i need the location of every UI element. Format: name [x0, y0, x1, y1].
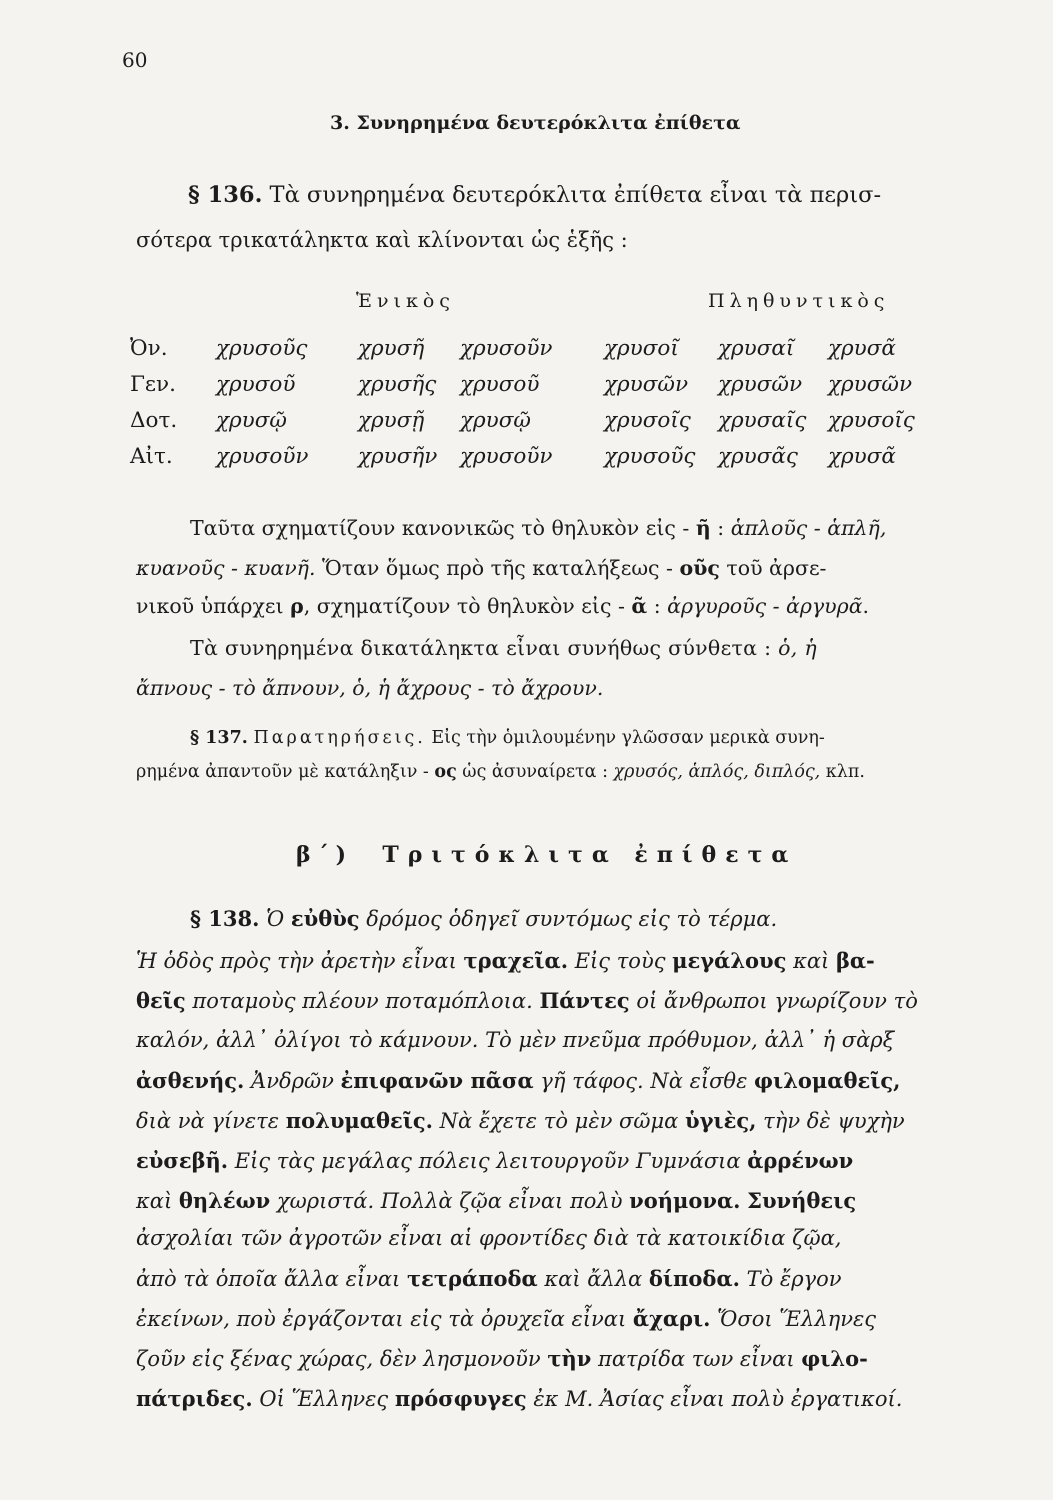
par138-line	[136, 988, 918, 1013]
par-a-line-3	[136, 594, 869, 618]
table-cell: χρυσῆν	[358, 444, 438, 469]
adjective-bold: νοήμονα.	[629, 1188, 741, 1213]
adjective-bold: ἀρρένων	[747, 1148, 854, 1173]
par-b-line-2: ἄπνους - τὸ ἄπνουν, ὁ, ἡ ἄχρους - τὸ ἄχρουν.	[136, 676, 604, 700]
header-plural: Πληθυντικὸς	[708, 290, 890, 312]
text: τοῦ ἀρσε-	[719, 556, 827, 580]
sentence-text: Ἡ ὁδὸς πρὸς τὴν ἀρετὴν εἶναι	[136, 949, 464, 973]
sentence-text: Νὰ ἔχετε τὸ μὲν σῶμα	[433, 1109, 685, 1133]
adjective-bold: ἀσθενής.	[136, 1068, 245, 1093]
table-cell: χρυσοῦν	[460, 336, 553, 361]
par138-line	[136, 1068, 901, 1093]
ending: ῆ	[695, 516, 711, 540]
table-cell: χρυσοῖ	[604, 336, 679, 361]
par138-line	[136, 1386, 902, 1411]
text: Εἰς τὴν ὁμιλουμένην γλῶσσαν μερικὰ συνη-	[425, 728, 825, 748]
ending: ος	[434, 762, 457, 782]
adjective-bold: πάτριδες.	[136, 1386, 253, 1411]
table-cell: χρυσοῦ	[216, 372, 296, 397]
text: Ταῦτα σχηματίζουν κανονικῶς τὸ θηλυκὸν εἰς -	[190, 516, 696, 540]
par138-line	[190, 906, 777, 931]
adjective-bold: τραχεῖα.	[463, 948, 569, 973]
sentence-text: πατρίδα των εἶναι	[591, 1347, 802, 1371]
sentence-text: ἀπὸ τὰ ὁποῖα ἄλλα εἶναι	[136, 1267, 407, 1291]
text: κλπ.	[820, 762, 865, 782]
par138-number: § 138.	[190, 906, 260, 931]
adjective-bold: Συνήθεις	[747, 1188, 857, 1213]
text: Ὅταν ὅμως πρὸ τῆς καταλήξεως -	[315, 556, 680, 580]
section-heading-beta	[296, 842, 797, 868]
par137-line-2	[136, 762, 865, 782]
adjective-bold: τετράποδα	[406, 1266, 538, 1291]
table-cell: χρυσῷ	[216, 408, 287, 433]
table-cell: χρυσῆς	[358, 372, 437, 397]
row-label: Δοτ.	[130, 408, 178, 433]
table-cell: χρυσᾶς	[718, 444, 798, 469]
par138-line	[136, 1266, 842, 1291]
text: .	[862, 594, 870, 618]
sentence-text: Ὁ	[259, 907, 291, 931]
sentence-text: οἱ ἄνθρωποι γνωρίζουν τὸ	[629, 989, 918, 1013]
header-singular: Ἑνικὸς	[356, 290, 455, 312]
letter: ρ	[290, 594, 304, 618]
adjective-bold: δίποδα.	[648, 1266, 740, 1291]
row-label: Αἰτ.	[130, 444, 173, 469]
par138-line	[136, 1028, 894, 1052]
example: ἀργυροῦς - ἀργυρᾶ	[667, 594, 863, 618]
par-b-line-1	[190, 636, 817, 660]
sentence-text: Ἀνδρῶν	[244, 1069, 341, 1093]
ending: ᾶ	[631, 594, 648, 618]
sentence-text: τὴν δὲ ψυχὴν	[756, 1109, 905, 1133]
par138-line	[136, 1306, 876, 1331]
section-heading-3: 3. Συνηρημένα δευτερόκλιτα ἐπίθετα	[330, 112, 741, 134]
table-cell: χρυσῇ	[358, 408, 425, 433]
adjective-bold: θηλέων	[178, 1188, 271, 1213]
adjective-bold: μεγάλους	[672, 948, 787, 973]
par138-line	[136, 1346, 868, 1371]
text: ρημένα ἀπαντοῦν μὲ κατάληξιν -	[136, 762, 435, 782]
table-cell: χρυσοῦ	[460, 372, 540, 397]
sentence-text: διὰ νὰ γίνετε	[136, 1109, 286, 1133]
adjective-bold: φιλο-	[801, 1346, 868, 1371]
sentence-text: Τὸ ἔργον	[739, 1267, 842, 1291]
row-label: Γεν.	[130, 372, 176, 397]
adjective-bold: ὑγιὲς,	[685, 1108, 757, 1133]
adjective-bold: πολυμαθεῖς.	[285, 1108, 433, 1133]
table-cell: χρυσῶν	[828, 372, 913, 397]
table-cell: χρυσαῖ	[718, 336, 795, 361]
sentence-text: καὶ ἄλλα	[537, 1267, 649, 1291]
table-cell: χρυσῆ	[358, 336, 425, 361]
sentence-text: Εἰς τὰς μεγάλας πόλεις λειτουργοῦν Γυμνάσια	[228, 1149, 748, 1173]
adjective-bold: βα-	[835, 948, 875, 973]
par137-title: Παρατηρήσεις.	[253, 728, 426, 748]
table-cell: χρυσοῖς	[604, 408, 691, 433]
par136-line-1	[188, 182, 881, 208]
example: κυανοῦς - κυανῆ.	[136, 556, 316, 580]
sentence-text: καλόν, ἀλλ᾿ ὀλίγοι τὸ κάμνουν. Τὸ μὲν πνεῦμα πρόθυμον, ἀλλ᾿ ἡ σὰρξ	[136, 1028, 895, 1052]
table-cell: χρυσοῦν	[216, 444, 309, 469]
ending: οῦς	[679, 556, 720, 580]
par138-line	[136, 948, 875, 973]
par-a-line-2	[136, 556, 827, 580]
text: , σχηματίζουν τὸ θηλυκὸν εἰς -	[303, 594, 632, 618]
table-cell: χρυσοῦς	[216, 336, 308, 361]
table-cell: χρυσοῖς	[828, 408, 915, 433]
example: ἁπλοῦς - ἁπλῆ,	[730, 516, 887, 540]
table-cell: χρυσᾶ	[828, 444, 896, 469]
text: νικοῦ ὑπάρχει	[136, 594, 291, 618]
text: Τὰ συνηρημένα δικατάληκτα εἶναι συνήθως σύνθετα :	[190, 636, 779, 660]
adjective-bold: εὐσεβῆ.	[136, 1148, 229, 1173]
sentence-text: ἀσχολίαι τῶν ἀγροτῶν εἶναι αἱ φροντίδες διὰ τὰ κατοικίδια ζῷα,	[136, 1226, 842, 1250]
adjective-bold: τὴν	[547, 1346, 592, 1371]
text: :	[710, 516, 731, 540]
sentence-text: Εἰς τοὺς	[568, 949, 673, 973]
sentence-text: ἐκ Μ. Ἀσίας εἶναι πολὺ ἐργατικοί.	[526, 1387, 903, 1411]
table-cell: χρυσαῖς	[718, 408, 807, 433]
adjective-bold: φιλομαθεῖς,	[754, 1068, 901, 1093]
sentence-text: καὶ	[136, 1189, 179, 1213]
par136-number: § 136.	[188, 182, 263, 208]
par137-line-1	[190, 728, 825, 748]
sentence-text: Οἱ Ἕλληνες	[252, 1387, 395, 1411]
sentence-text: ζοῦν εἰς ξένας χώρας, δὲν λησμονοῦν	[136, 1347, 548, 1371]
example: χρυσός, ἁπλός, διπλός,	[613, 762, 821, 782]
sentence-text: ἐκείνων, ποὺ ἐργάζονται εἰς τὰ ὀρυχεῖα εἶναι	[136, 1307, 633, 1331]
adjective-bold: Πάντες	[539, 988, 630, 1013]
par136-line-2: σότερα τρικατάληκτα καὶ κλίνονται ὡς ἑξῆς :	[136, 228, 628, 252]
heading-title: Τριτόκλιτα ἐπίθετα	[382, 842, 798, 868]
example: ὁ, ἡ	[778, 636, 817, 660]
sentence-text: ποταμοὺς πλέουν ποταμόπλοια.	[185, 989, 540, 1013]
par138-line	[136, 1188, 856, 1213]
par138-line	[136, 1148, 853, 1173]
sentence-text: χωριστά. Πολλὰ ζῷα εἶναι πολὺ	[270, 1189, 630, 1213]
par137-number: § 137.	[190, 728, 248, 748]
table-cell: χρυσῷ	[460, 408, 531, 433]
par136-text-1: Τὰ συνηρημένα δευτερόκλιτα ἐπίθετα εἶναι τὰ περισ-	[262, 182, 882, 208]
sentence-text: γῆ τάφος. Νὰ εἶσθε	[533, 1069, 755, 1093]
page-number: 60	[122, 48, 148, 72]
sentence-text: Ὅσοι Ἕλληνες	[710, 1307, 877, 1331]
adjective-bold: θεῖς	[136, 988, 186, 1013]
table-cell: χρυσοῦς	[604, 444, 696, 469]
adjective-bold: ἐπιφανῶν πᾶσα	[340, 1068, 534, 1093]
table-cell: χρυσῶν	[718, 372, 803, 397]
table-cell: χρυσοῦν	[460, 444, 553, 469]
text: ὡς ἀσυναίρετα :	[456, 762, 614, 782]
par-a-line-1	[190, 516, 886, 540]
heading-label: β΄)	[296, 842, 354, 868]
table-cell: χρυσῶν	[604, 372, 689, 397]
sentence-text: καὶ	[786, 949, 836, 973]
adjective-bold: ἄχαρι.	[632, 1306, 711, 1331]
sentence-text: δρόμος ὁδηγεῖ συντόμως εἰς τὸ τέρμα.	[359, 907, 778, 931]
adjective-bold: πρόσφυγες	[394, 1386, 527, 1411]
par138-line	[136, 1226, 841, 1250]
table-cell: χρυσᾶ	[828, 336, 896, 361]
text: :	[647, 594, 668, 618]
row-label: Ὀν.	[130, 336, 168, 361]
adjective-bold: εὐθὺς	[290, 906, 360, 931]
par138-line	[136, 1108, 905, 1133]
